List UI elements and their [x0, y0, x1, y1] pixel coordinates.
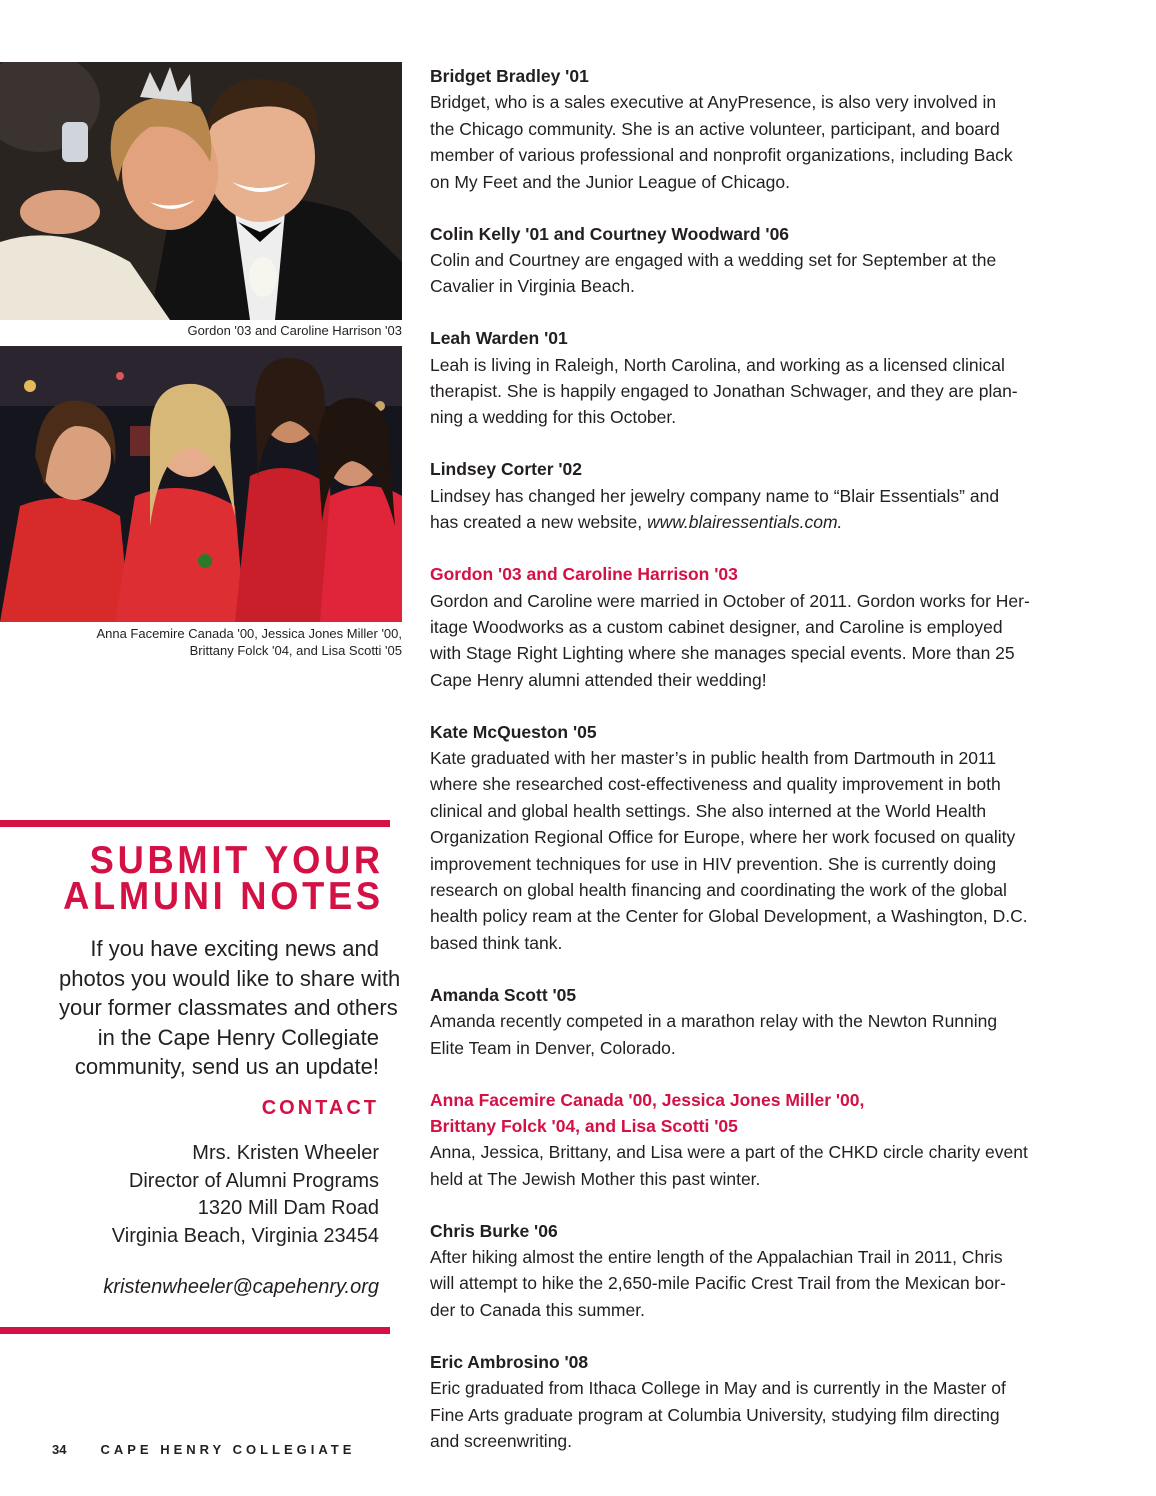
alumni-notes-column — [430, 63, 1056, 1480]
submit-heading-line: SUBMIT YOUR — [89, 839, 385, 882]
alumni-note-name — [430, 982, 1056, 1008]
alumni-note — [430, 561, 1056, 693]
alumni-note-body-line: held at The Jewish Mother this past winter. — [430, 1168, 761, 1189]
alumni-note-body-line: where she researched cost-effectiveness and quality improvement in both — [430, 774, 1001, 795]
alumni-note — [430, 1218, 1056, 1324]
alumni-note-body-line: based think tank. — [430, 932, 563, 953]
submit-box-bottom-rule — [0, 1327, 390, 1334]
alumni-note-body — [430, 483, 1056, 536]
alumni-note-body-line: ning a wedding for this October. — [430, 407, 677, 428]
alumni-note-body — [430, 352, 1056, 431]
alumni-note-name — [430, 1349, 1056, 1375]
alumni-note-name-line: Colin Kelly '01 and Courtney Woodward '06 — [430, 223, 790, 244]
alumni-note-body-line: Colin and Courtney are engaged with a wedding set for September at the — [430, 249, 997, 270]
alumni-note-name — [430, 1087, 1056, 1140]
alumni-note-name — [430, 1218, 1056, 1244]
submit-description-line: your former classmates and others — [59, 995, 398, 1020]
alumni-note-body-line: the Chicago community. She is an active volunteer, participant, and board — [430, 118, 1000, 139]
alumni-note-name-line: Amanda Scott '05 — [430, 984, 577, 1005]
alumni-note-body — [430, 745, 1056, 956]
alumni-note-body-line: Bridget, who is a sales executive at AnyPresence, is also very involved in — [430, 92, 997, 113]
alumni-note-body-line: Gordon and Caroline were married in October of 2011. Gordon works for Her- — [430, 590, 1030, 611]
alumni-note — [430, 982, 1056, 1061]
alumni-note — [430, 456, 1056, 535]
alumni-note-body-line: Eric graduated from Ithaca College in May and is currently in the Master of — [430, 1378, 1006, 1399]
alumni-note-body-line — [430, 509, 1056, 535]
alumni-note-body-line: Amanda recently competed in a marathon relay with the Newton Running — [430, 1011, 998, 1032]
alumni-note — [430, 325, 1056, 431]
alumni-note-name-line: Kate McQueston '05 — [430, 721, 597, 742]
alumni-note-name-line: Bridget Bradley '01 — [430, 66, 589, 86]
alumni-note-name — [430, 719, 1056, 745]
alumni-note — [430, 63, 1056, 195]
alumni-note-body-line: will attempt to hike the 2,650-mile Pacific Crest Trail from the Mexican bor- — [430, 1273, 1006, 1294]
alumni-note-body-line: After hiking almost the entire length of the Appalachian Trail in 2011, Chris — [430, 1247, 1003, 1268]
alumni-note-name — [430, 561, 1056, 587]
wedding-photo-caption: Gordon '03 and Caroline Harrison '03 — [187, 323, 402, 338]
publication-name: CAPE HENRY COLLEGIATE — [100, 1442, 356, 1457]
wedding-photo — [0, 62, 402, 320]
alumni-note-name-line: Leah Warden '01 — [430, 328, 568, 349]
alumni-note-name-line: Chris Burke '06 — [430, 1220, 558, 1241]
submit-heading — [63, 839, 385, 918]
alumni-note-name-line: Lindsey Corter '02 — [430, 459, 582, 480]
page-footer — [52, 1442, 355, 1457]
submit-description — [59, 934, 401, 1082]
alumni-note-body-line: research on global health financing and coordinating the work of the global — [430, 880, 1007, 901]
alumni-note-name — [430, 325, 1056, 351]
charity-event-photo-caption — [96, 625, 402, 659]
alumni-note-body-line: health policy ream at the Center for Global Development, a Washington, D.C. — [430, 906, 1028, 927]
alumni-note-body-line: Anna, Jessica, Brittany, and Lisa were a part of the CHKD circle charity event — [430, 1142, 1028, 1163]
contact-heading: CONTACT — [261, 1097, 379, 1119]
alumni-note-name-line: Eric Ambrosino '08 — [430, 1351, 589, 1372]
contact-name: Mrs. Kristen Wheeler — [192, 1142, 379, 1164]
submit-description-line: If you have exciting news and — [90, 936, 379, 961]
alumni-note-name-line: Anna Facemire Canada '00, Jessica Jones Miller '00, — [430, 1089, 865, 1110]
alumni-note-body-line: Cape Henry alumni attended their wedding! — [430, 669, 767, 690]
alumni-note-body — [430, 89, 1056, 195]
alumni-note — [430, 221, 1056, 300]
contact-title: Director of Alumni Programs — [128, 1169, 379, 1192]
alumni-note-body — [430, 1244, 1056, 1323]
alumni-note-body-line: itage Woodworks as a custom cabinet designer, and Caroline is employed — [430, 616, 1003, 637]
alumni-note-body-line: Fine Arts graduate program at Columbia University, studying film directing — [430, 1404, 1000, 1425]
wedding-photo-image — [0, 62, 402, 320]
alumni-note-name-line: Brittany Folck '04, and Lisa Scotti '05 — [430, 1115, 738, 1136]
submit-description-line: community, send us an update! — [74, 1054, 379, 1079]
submit-heading-line: ALMUNI NOTES — [63, 875, 384, 918]
alumni-note-body-text: has created a new website, — [430, 512, 647, 533]
submit-description-line: photos you would like to share with — [59, 965, 401, 991]
contact-email-link[interactable]: kristenwheeler@capehenry.org — [103, 1276, 379, 1298]
submit-box-top-rule — [0, 820, 390, 827]
alumni-note-body-line: with Stage Right Lighting where she manages special events. More than 25 — [430, 643, 1015, 664]
page-number: 34 — [52, 1442, 67, 1457]
alumni-note-body-line: der to Canada this summer. — [430, 1299, 645, 1320]
alumni-note-body-line: and screenwriting. — [430, 1430, 573, 1451]
alumni-note-body-line: Kate graduated with her master’s in public health from Dartmouth in 2011 — [430, 748, 997, 769]
alumni-note-body — [430, 247, 1056, 300]
contact-street: 1320 Mill Dam Road — [197, 1197, 379, 1219]
alumni-note-body — [430, 1139, 1056, 1192]
alumni-note-name — [430, 221, 1056, 247]
alumni-note-body-line: Elite Team in Denver, Colorado. — [430, 1037, 676, 1058]
alumni-note-body — [430, 1008, 1056, 1061]
alumni-note-body — [430, 1375, 1056, 1454]
alumni-note-body-line: Lindsey has changed her jewelry company name to “Blair Essentials” and — [430, 485, 1000, 506]
alumni-note-body-line: Leah is living in Raleigh, North Carolina, and working as a licensed clinical — [430, 354, 1005, 375]
charity-event-photo — [0, 346, 402, 622]
alumni-note-body-line: Organization Regional Office for Europe, where her work focused on quality — [430, 827, 1016, 848]
alumni-note — [430, 1349, 1056, 1455]
charity-event-photo-image — [0, 346, 402, 622]
alumni-note — [430, 1087, 1056, 1193]
alumni-note-body-line: improvement techniques for use in HIV prevention. She is currently doing — [430, 853, 997, 874]
alumni-note-name — [430, 63, 1056, 89]
alumni-note-name-line: Gordon '03 and Caroline Harrison '03 — [430, 564, 738, 585]
alumni-note-body-line: on My Feet and the Junior League of Chicago. — [430, 171, 790, 192]
caption-line: Brittany Folck '04, and Lisa Scotti '05 — [189, 643, 402, 658]
alumni-note — [430, 719, 1056, 957]
contact-city: Virginia Beach, Virginia 23454 — [111, 1224, 379, 1247]
website-link[interactable]: www.blairessentials.com. — [646, 512, 843, 533]
caption-line: Anna Facemire Canada '00, Jessica Jones Miller '00, — [96, 626, 402, 641]
alumni-note-body — [430, 588, 1056, 694]
contact-address — [112, 1140, 379, 1250]
alumni-note-name — [430, 456, 1056, 482]
alumni-note-body-line: member of various professional and nonprofit organizations, including Back — [430, 145, 1013, 166]
alumni-note-body-line: therapist. She is happily engaged to Jonathan Schwager, and they are plan- — [430, 381, 1018, 402]
submit-description-line: in the Cape Henry Collegiate — [97, 1024, 379, 1050]
alumni-note-body-line: clinical and global health settings. She also interned at the World Health — [430, 800, 987, 821]
alumni-note-body-line: Cavalier in Virginia Beach. — [430, 276, 635, 297]
